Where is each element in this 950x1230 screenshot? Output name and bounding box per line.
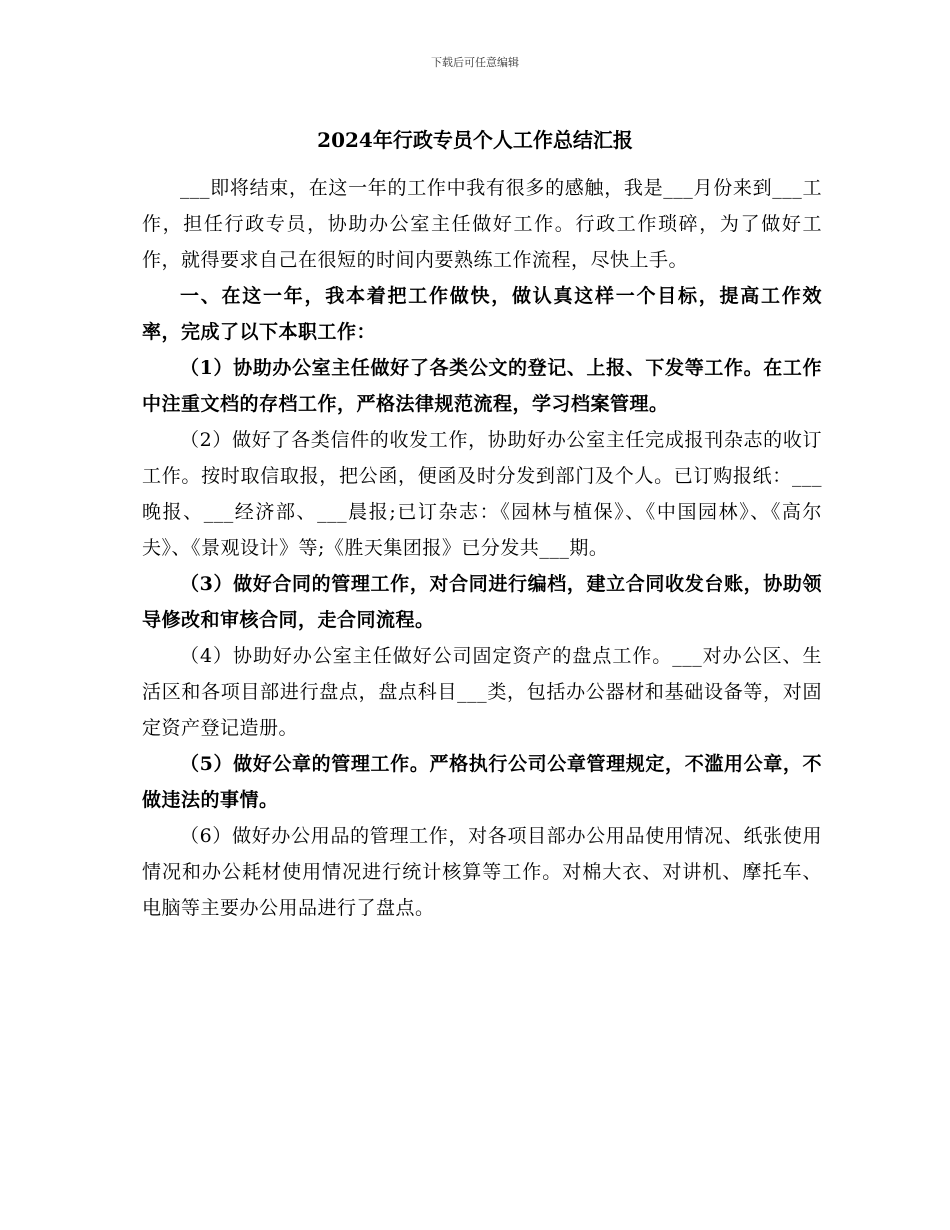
paragraph-item-5: （5）做好公章的管理工作。严格执行公司公章管理规定，不滥用公章，不做违法的事情。: [142, 753, 822, 811]
document-title: 2024年行政专员个人工作总结汇报: [317, 128, 633, 152]
page-header-note: 下载后可任意编辑: [431, 56, 519, 69]
paragraph-item-3: （3）做好合同的管理工作，对合同进行编档，建立合同收发台账，协助领导修改和审核合同，走合同流程。: [142, 573, 822, 631]
paragraph-item-2: （2）做好了各类信件的收发工作，协助好办公室主任完成报刊杂志的收订工作。按时取信取报，把公函，便函及时分发到部门及个人。已订购报纸：___晚报、___经济部、___晨报;已订杂志：《园林与植保》、《中国园林》、《高尔夫》、《景观设计》等;《胜天集团报》已分发共___期。: [142, 429, 822, 559]
paragraph-intro: ___即将结束，在这一年的工作中我有很多的感触，我是___月份来到___工作，担任行政专员，协助办公室主任做好工作。行政工作琐碎，为了做好工作，就得要求自己在很短的时间内要熟练工作流程，尽快上手。: [142, 177, 822, 271]
paragraph-item-6: （6）做好办公用品的管理工作，对各项目部办公用品使用情况、纸张使用情况和办公耗材使用情况进行统计核算等工作。对棉大衣、对讲机、摩托车、电脑等主要办公用品进行了盘点。: [142, 825, 822, 919]
paragraph-section-1-heading: 一、在这一年，我本着把工作做快，做认真这样一个目标，提高工作效率，完成了以下本职工作：: [142, 285, 822, 343]
document-body: [142, 170, 822, 926]
paragraph-item-4: （4）协助好办公室主任做好公司固定资产的盘点工作。___对办公区、生活区和各项目部进行盘点，盘点科目___类，包括办公器材和基础设备等，对固定资产登记造册。: [142, 645, 822, 739]
paragraph-item-1: （1）协助办公室主任做好了各类公文的登记、上报、下发等工作。在工作中注重文档的存档工作，严格法律规范流程，学习档案管理。: [142, 357, 822, 415]
